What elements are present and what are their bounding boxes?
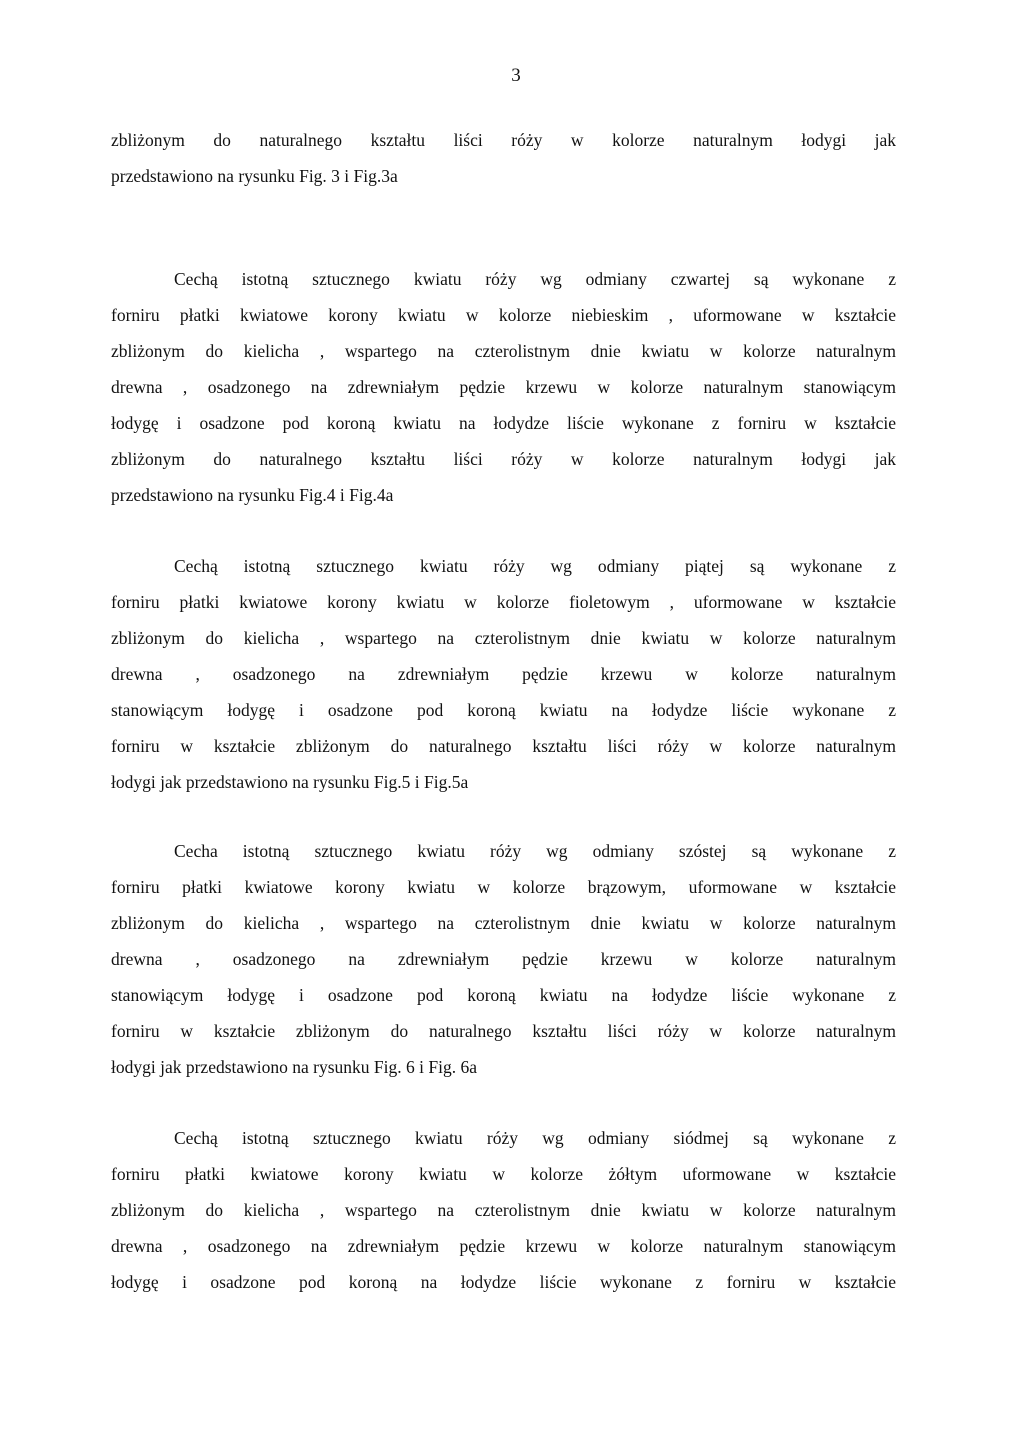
text-line: Cechą istotną sztucznego kwiatu róży wg odmiany czwartej są wykonane z	[174, 269, 896, 289]
text-line: Cecha istotną sztucznego kwiatu róży wg odmiany szóstej są wykonane z	[174, 841, 896, 861]
paragraph-2	[111, 261, 896, 513]
text-line: łodygi jak przedstawiono na rysunku Fig. 6 i Fig. 6a	[111, 1057, 478, 1077]
paragraph-5	[111, 1120, 896, 1300]
text-line: stanowiącym łodygę i osadzone pod koroną kwiatu na łodydze liście wykonane z	[111, 985, 896, 1005]
text-line: zbliżonym do kielicha , wspartego na czterolistnym dnie kwiatu w kolorze naturalnym	[111, 1200, 896, 1220]
paragraph-4	[111, 833, 896, 1085]
text-line: zbliżonym do naturalnego kształtu liści róży w kolorze naturalnym łodygi jak	[111, 130, 896, 150]
text-line: forniru płatki kwiatowe korony kwiatu w kolorze fioletowym , uformowane w kształcie	[111, 592, 896, 612]
text-line: zbliżonym do kielicha , wspartego na czterolistnym dnie kwiatu w kolorze naturalnym	[111, 913, 896, 933]
text-line: forniru płatki kwiatowe korony kwiatu w kolorze brązowym, uformowane w kształcie	[111, 877, 896, 897]
text-line: Cechą istotną sztucznego kwiatu róży wg odmiany siódmej są wykonane z	[174, 1128, 896, 1148]
text-line: Cechą istotną sztucznego kwiatu róży wg odmiany piątej są wykonane z	[174, 556, 896, 576]
text-line: drewna , osadzonego na zdrewniałym pędzie krzewu w kolorze naturalnym stanowiącym	[111, 377, 896, 397]
text-line: zbliżonym do kielicha , wspartego na czterolistnym dnie kwiatu w kolorze naturalnym	[111, 341, 896, 361]
text-line: zbliżonym do naturalnego kształtu liści róży w kolorze naturalnym łodygi jak	[111, 449, 896, 469]
paragraph-1	[111, 122, 896, 194]
text-line: zbliżonym do kielicha , wspartego na czterolistnym dnie kwiatu w kolorze naturalnym	[111, 628, 896, 648]
text-line: łodygi jak przedstawiono na rysunku Fig.5 i Fig.5a	[111, 772, 469, 792]
text-line: drewna , osadzonego na zdrewniałym pędzie krzewu w kolorze naturalnym stanowiącym	[111, 1236, 896, 1256]
text-line: łodygę i osadzone pod koroną na łodydze liście wykonane z forniru w kształcie	[111, 1272, 896, 1292]
text-line: łodygę i osadzone pod koroną kwiatu na łodydze liście wykonane z forniru w kształcie	[111, 413, 896, 433]
text-line: drewna , osadzonego na zdrewniałym pędzie krzewu w kolorze naturalnym	[111, 949, 896, 969]
text-line: forniru w kształcie zbliżonym do naturalnego kształtu liści róży w kolorze naturalnym	[111, 736, 896, 756]
text-line: przedstawiono na rysunku Fig. 3 i Fig.3a	[111, 166, 398, 186]
text-line: forniru płatki kwiatowe korony kwiatu w kolorze żółtym uformowane w kształcie	[111, 1164, 896, 1184]
text-line: stanowiącym łodygę i osadzone pod koroną kwiatu na łodydze liście wykonane z	[111, 700, 896, 720]
paragraph-3	[111, 548, 896, 800]
text-line: przedstawiono na rysunku Fig.4 i Fig.4a	[111, 485, 394, 505]
text-line: drewna , osadzonego na zdrewniałym pędzie krzewu w kolorze naturalnym	[111, 664, 896, 684]
text-line: forniru w kształcie zbliżonym do naturalnego kształtu liści róży w kolorze naturalnym	[111, 1021, 896, 1041]
page-number: 3	[511, 65, 521, 86]
text-line: forniru płatki kwiatowe korony kwiatu w kolorze niebieskim , uformowane w kształcie	[111, 305, 896, 325]
